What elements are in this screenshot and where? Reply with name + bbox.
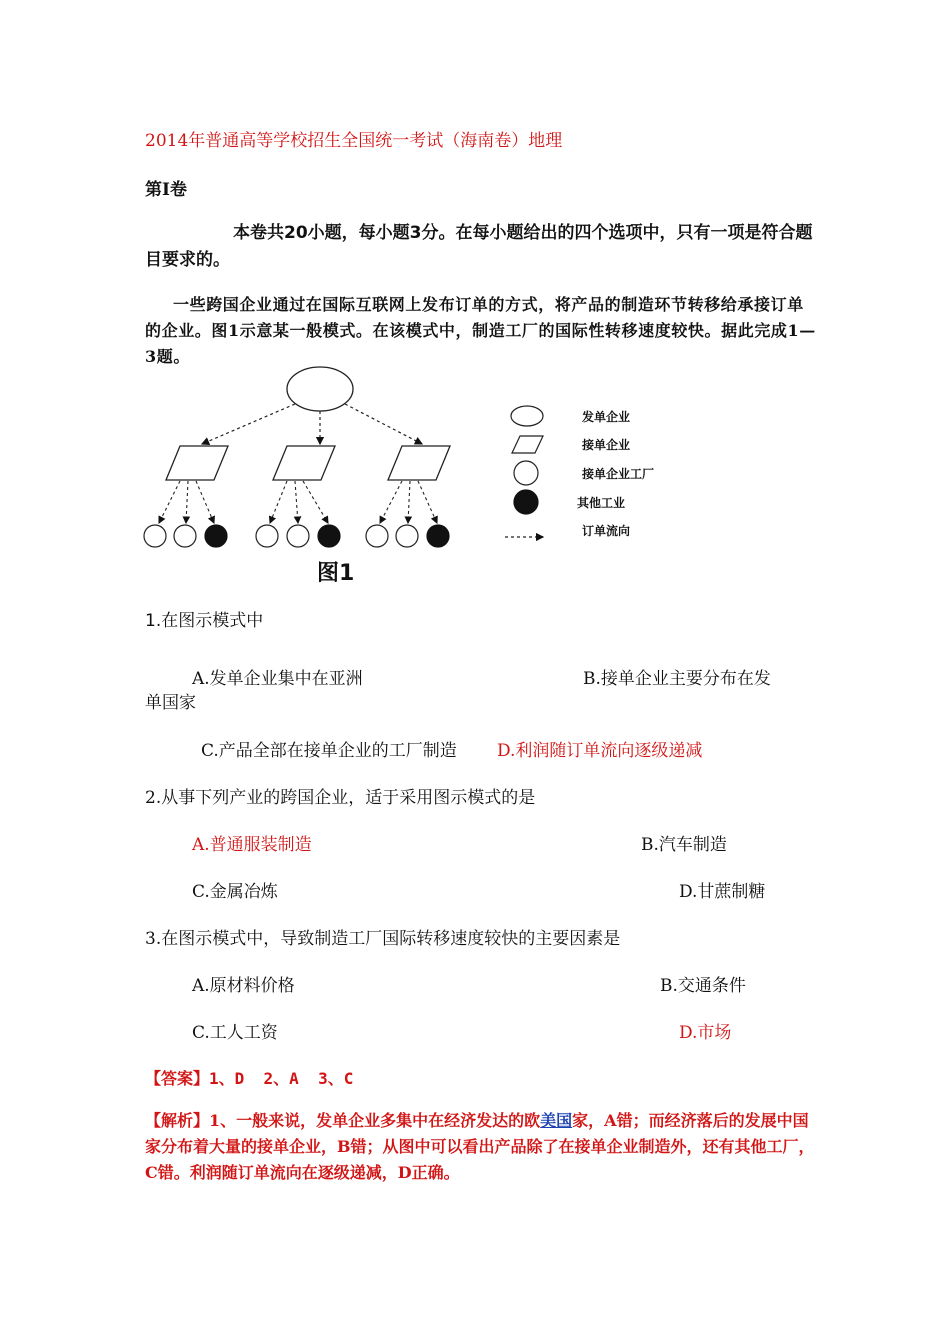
answer-text: 1、D 2、A 3、C	[209, 1069, 354, 1088]
contract-firm-node	[166, 446, 228, 480]
instruction-text	[145, 220, 815, 274]
explanation-part1: 1、一般来说，发单企业多集中在经济发达的欧	[209, 1111, 541, 1130]
order-flow-arrow	[380, 481, 402, 523]
factory-node	[396, 525, 418, 547]
q3-option-a: A.原材料价格	[192, 976, 295, 996]
question-1-stem: 1.在图示模式中	[145, 611, 264, 631]
q1-option-b-cont: 单国家	[145, 693, 196, 713]
question-2-stem: 2.从事下列产业的跨国企业，适于采用图示模式的是	[145, 788, 536, 808]
q2-option-b: B.汽车制造	[641, 835, 727, 855]
explanation-link[interactable]: 美国	[540, 1111, 573, 1130]
order-flow-arrow	[303, 481, 328, 523]
order-flow-arrow	[408, 481, 410, 523]
origin-firm-node	[287, 367, 353, 411]
answer-label: 【答案】	[145, 1069, 210, 1088]
other-industry-node	[205, 525, 227, 547]
legend-circle-icon	[514, 461, 538, 485]
factory-node	[144, 525, 166, 547]
order-flow-arrow	[196, 481, 214, 523]
q1-option-b: B.接单企业主要分布在发	[583, 669, 771, 689]
q3-option-b: B.交通条件	[660, 976, 746, 996]
order-flow-arrow	[270, 481, 287, 523]
other-industry-node	[318, 525, 340, 547]
legend-label: 订单流向	[582, 524, 631, 538]
question-3-stem: 3.在图示模式中，导致制造工厂国际转移速度较快的主要因素是	[145, 929, 621, 949]
order-flow-arrow	[202, 404, 295, 444]
figure-caption: 图1	[317, 561, 355, 586]
intro-body: 一些跨国企业通过在国际互联网上发布订单的方式，将产品的制造环节转移给承接订单的企业。图1示意某一般模式。在该模式中，制造工厂的国际性转移速度较快。据此完成1—3题。	[145, 295, 816, 366]
figure-1-diagram	[130, 360, 690, 590]
q3-option-d: D.市场	[679, 1023, 732, 1043]
order-flow-arrow	[295, 481, 298, 523]
order-flow-arrow	[186, 481, 188, 523]
intro-paragraph	[145, 292, 817, 370]
legend-ellipse-icon	[511, 406, 543, 426]
legend-label: 其他工业	[577, 496, 626, 510]
legend-label: 接单企业	[582, 438, 631, 452]
q2-option-d: D.甘蔗制糖	[679, 882, 766, 902]
q1-option-c: C.产品全部在接单企业的工厂制造	[201, 741, 457, 761]
legend-filled-circle-icon	[514, 490, 538, 514]
contract-firm-node	[388, 446, 450, 480]
q3-option-c: C.工人工资	[192, 1023, 278, 1043]
instruction-body: 本卷共20小题，每小题3分。在每小题给出的四个选项中，只有一项是符合题目要求的。	[145, 223, 813, 270]
q1-option-d: D.利润随订单流向逐级递减	[497, 741, 703, 761]
contract-firm-node	[273, 446, 335, 480]
legend-parallelogram-icon	[512, 436, 543, 453]
answer-line	[145, 1066, 353, 1089]
q1-option-a: A.发单企业集中在亚洲	[192, 669, 363, 689]
legend-label: 发单企业	[582, 410, 631, 424]
factory-node	[174, 525, 196, 547]
section-heading: 第Ⅰ卷	[145, 180, 187, 200]
legend-label: 接单企业工厂	[582, 467, 655, 481]
order-flow-arrow	[345, 404, 422, 444]
page-title: 2014年普通高等学校招生全国统一考试（海南卷）地理	[145, 131, 563, 151]
explanation-part2: 家，A错；而经济落后的发展中国家分布着大量的接单企业，B错；从图中可以看出产品除了在接单企业制造外，还有其他工厂，C错。利润随订单流向在逐级递减，D正确。	[145, 1111, 815, 1182]
q2-option-c: C.金属冶炼	[192, 882, 278, 902]
order-flow-arrow	[418, 481, 437, 523]
explanation-label: 【解析】	[145, 1111, 210, 1130]
q2-option-a: A.普通服装制造	[192, 835, 312, 855]
factory-node	[256, 525, 278, 547]
factory-node	[287, 525, 309, 547]
other-industry-node	[427, 525, 449, 547]
factory-node	[366, 525, 388, 547]
order-flow-arrow	[159, 481, 180, 523]
explanation-paragraph	[145, 1108, 817, 1186]
